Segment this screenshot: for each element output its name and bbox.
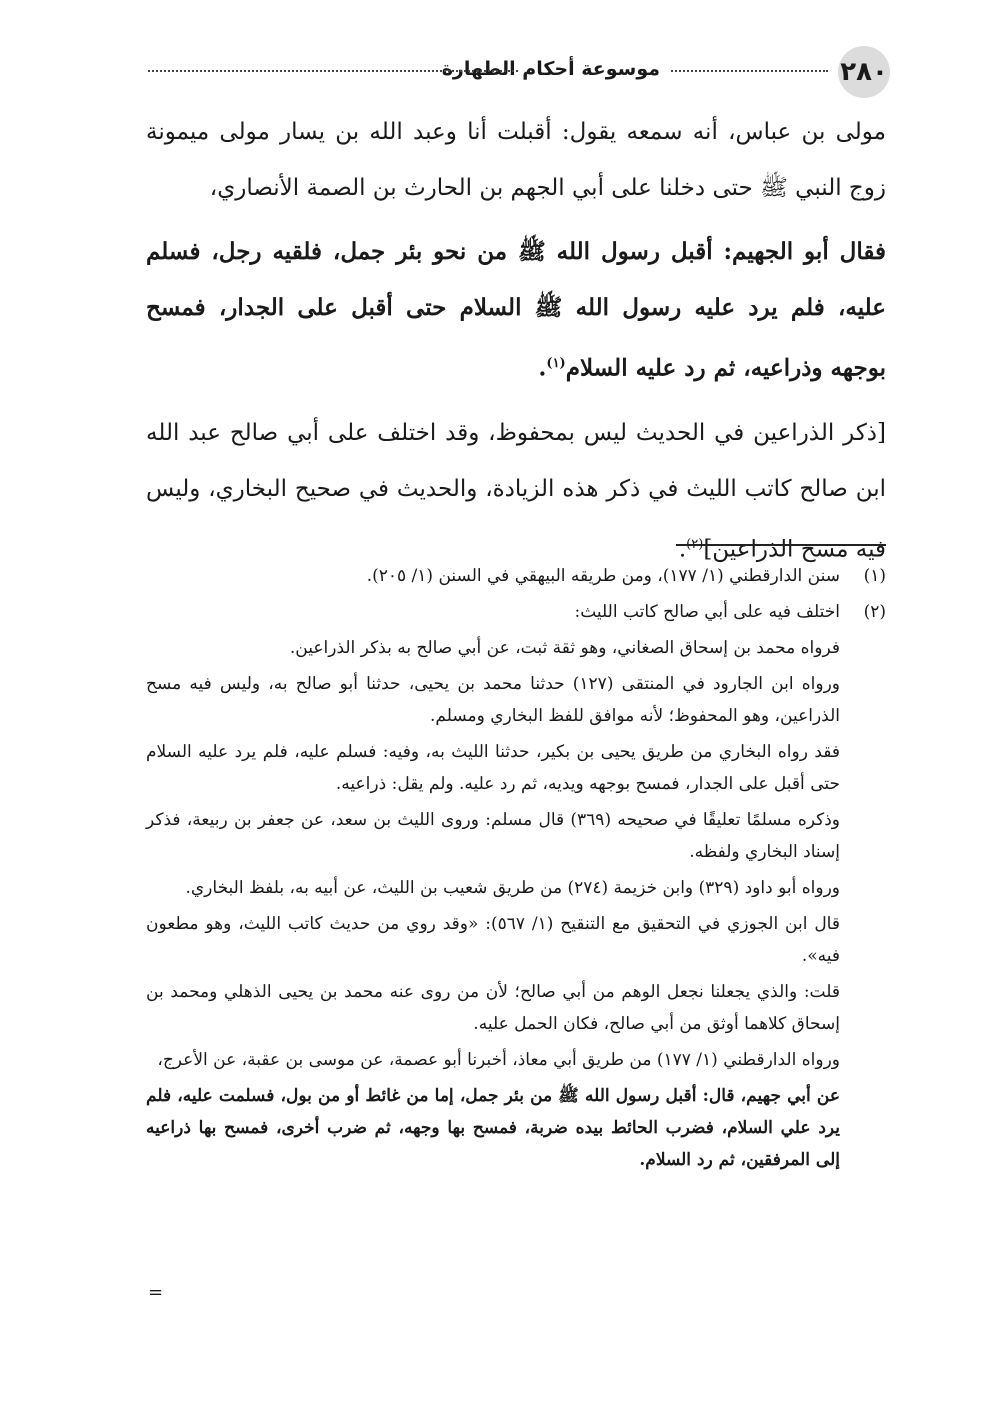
paragraph-2 xyxy=(146,224,886,397)
footnote-1-text: سنن الدارقطني (١/ ١٧٧)، ومن طريقه البيهقي في السنن (١/ ٢٠٥). xyxy=(366,566,840,586)
footnote-ref-1: (١) xyxy=(546,356,566,371)
footnote-2-line: ورواه الدارقطني (١/ ١٧٧) من طريق أبي معاذ، أخبرنا أبو عصمة، عن موسى بن عقبة، عن الأعرج، xyxy=(157,1050,840,1070)
footnote-2-number: (٢) xyxy=(863,602,886,622)
main-text xyxy=(146,104,886,585)
paragraph-2-text: فقال أبو الجهيم: أقبل رسول الله ﷺ من نحو بئر جمل، فلقيه رجل، فسلم عليه، فلم يرد عليه رسول الله ﷺ السلام حتى أقبل على الجدار، فمسح بوجهه وذراعيه، ثم رد عليه السلام xyxy=(146,238,886,382)
footnote-2-line: ورواه ابن الجارود في المنتقى (١٢٧) حدثنا محمد بن يحيى، حدثنا أبو صالح به، وليس فيه مسح الذراعين، وهو المحفوظ؛ لأنه موافق للفظ البخاري ومسلم. xyxy=(146,674,840,726)
footnotes xyxy=(146,560,886,1180)
paragraph-3 xyxy=(146,405,886,578)
header-dots-right xyxy=(668,70,828,72)
footnote-ref-2: (٢) xyxy=(686,536,704,552)
page-number: ٢٨٠ xyxy=(838,46,890,98)
paragraph-1: مولى بن عباس، أنه سمعه يقول: أقبلت أنا وعبد الله بن يسار مولى ميمونة زوج النبي ﷺ حتى دخلنا على أبي الجهم بن الحارث بن الصمة الأنصاري، xyxy=(146,119,886,201)
footnote-2 xyxy=(146,596,886,1180)
continuation-mark: = xyxy=(148,1282,164,1303)
footnote-2-line: فقد رواه البخاري من طريق يحيى بن بكير، حدثنا الليث به، وفيه: فسلم عليه، فلم يرد عليه السلام حتى أقبل على الجدار، فمسح بوجهه ويديه، ثم رد عليه. ولم يقل: ذراعيه. xyxy=(146,742,840,794)
paragraph-2-end: . xyxy=(538,354,547,382)
footnote-2-line: وذكره مسلمًا تعليقًا في صحيحه (٣٦٩) قال مسلم: وروى الليث بن سعد، عن جعفر بن ربيعة، فذكر إسناد البخاري ولفظه. xyxy=(146,810,840,862)
footnote-2-line: اختلف فيه على أبي صالح كاتب الليث: xyxy=(574,602,840,622)
paragraph-3-text: [ذكر الذراعين في الحديث ليس بمحفوظ، وقد اختلف على أبي صالح عبد الله ابن صالح كاتب الليث في ذكر هذه الزيادة، والحديث في صحيح البخاري، وليس فيه مسح الذراعين] xyxy=(146,419,886,563)
page-header xyxy=(148,46,890,94)
footnote-2-line: عن أبي جهيم، قال: أقبل رسول الله ﷺ من بئر جمل، إما من غائط أو من بول، فسلمت عليه، فلم يرد علي السلام، فضرب الحائط بيده ضربة، فمسح بها وجهه، ثم ضرب أخرى، فمسح بها ذراعيه إلى المرفقين، ثم رد السلام. xyxy=(146,1086,840,1170)
book-title: موسوعة أحكام الطهارة xyxy=(432,58,670,80)
footnote-2-line: فرواه محمد بن إسحاق الصغاني، وهو ثقة ثبت، عن أبي صالح به بذكر الذراعين. xyxy=(289,638,840,658)
footnote-1-number: (١) xyxy=(863,566,886,586)
footnote-1 xyxy=(146,560,886,596)
paragraph-3-end: . xyxy=(678,536,687,563)
footnote-2-line: قال ابن الجوزي في التحقيق مع التنقيح (١/ ٥٦٧): «وقد روي من حديث كاتب الليث، وهو مطعون فيه». xyxy=(146,914,840,966)
footnote-separator xyxy=(676,544,886,546)
header-dots-left xyxy=(148,70,518,72)
footnote-2-line: قلت: والذي يجعلنا نجعل الوهم من أبي صالح؛ لأن من روى عنه محمد بن يحيى الذهلي ومحمد بن إسحاق كلاهما أوثق من أبي صالح، فكان الحمل عليه. xyxy=(146,982,840,1034)
footnote-2-line: ورواه أبو داود (٣٢٩) وابن خزيمة (٢٧٤) من طريق شعيب بن الليث، عن أبيه به، بلفظ البخاري. xyxy=(185,878,840,898)
